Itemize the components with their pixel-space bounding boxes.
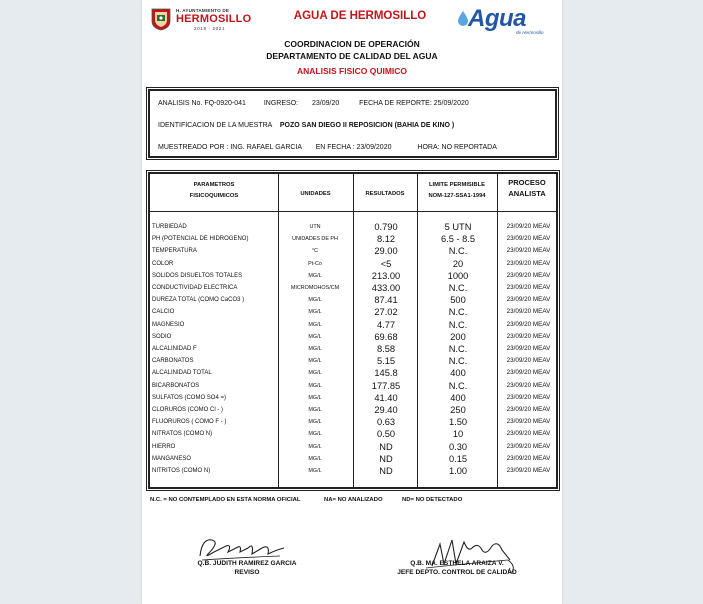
result-cell: 145.8 [374,368,398,379]
limit-cell: 10 [452,429,464,440]
limit-cell: 1.00 [448,466,468,476]
sample-info-box [148,89,557,158]
hour-value: NO REPORTADA [441,144,497,151]
analysis-label: ANALISIS No. [158,100,203,107]
hour-label: HORA: [417,144,440,151]
header-limit [417,180,497,202]
table-row [150,428,556,440]
limit-cell: N.C. [448,380,468,391]
unit-cell: MG/L [308,419,322,426]
parameter-cell: TEMPERATURA [152,248,197,255]
result-cell: <5 [380,258,392,269]
sample-date-value: 23/09/2020 [356,144,392,151]
sample-date-label: EN FECHA : [315,144,355,151]
table-row [150,270,556,282]
table-row [150,343,556,355]
unit-cell: MG/L [308,455,322,462]
report-date-label: FECHA DE REPORTE: [359,100,432,107]
table-row [150,319,556,331]
table-row [150,233,556,245]
parameter-cell: NITRATOS (COMO N) [152,431,213,438]
limit-cell: 400 [450,392,466,403]
parameter-cell: MANGANESO [152,455,192,462]
unit-cell: MG/L [308,346,322,352]
signer-right-name: Q.B. MA. ESTHELA ARAIZA V. [410,560,504,567]
result-cell: 0.50 [376,429,396,440]
parameter-cell: FLUORUROS ( COMO F - ) [152,419,227,426]
municipality-logo [150,6,262,34]
result-cell: 41.40 [374,392,398,403]
table-row [150,331,556,343]
ingreso-label: INGRESO: [263,100,299,107]
result-cell: 5.15 [376,356,396,367]
unit-cell: MG/L [308,321,322,328]
result-cell: 8.12 [376,234,396,245]
parameter-cell: BICARBONATOS [152,382,200,389]
municipality-years: 2018 · 2021 [194,26,226,31]
header-parameters [150,180,278,202]
process-cell: 23/09/20 MEAV [506,418,551,426]
process-cell: 23/09/20 MEAV [506,393,551,401]
parameter-cell: CLORUROS (COMO Cl - ) [152,407,223,413]
limit-cell: 6.5 - 8.5 [440,234,476,245]
table-row [150,453,556,465]
result-cell: ND [379,466,393,476]
limit-cell: 20 [452,258,464,269]
header-limit-line1: LIMITE PERMISIBLE [428,182,486,188]
table-row [150,258,556,270]
limit-cell: 0.15 [448,453,468,464]
unit-cell: MG/L [308,358,322,365]
table-row [150,404,556,416]
parameter-cell: SODIO [152,333,172,340]
unit-cell: MG/L [308,394,322,401]
parameter-cell: MAGNESIO [152,321,185,328]
process-cell: 23/09/20 MEAV [506,357,551,365]
table-row [150,221,556,233]
limit-cell: N.C. [448,319,468,330]
parameter-cell: PH (POTENCIAL DE HIDROGENO) [152,236,249,243]
process-cell: 23/09/20 MEAV [506,345,551,352]
table-row [150,380,556,392]
footnote-nd: ND= NO DETECTADO [402,497,463,503]
report-date-value: 25/09/2020 [433,100,469,107]
header-results: RESULTADOS [365,191,405,197]
unit-cell: Pt-Co [308,260,322,267]
unit-cell: MG/L [308,297,322,304]
limit-cell: 250 [450,405,466,415]
process-cell: 23/09/20 MEAV [506,308,551,316]
unit-cell: MG/L [308,272,322,279]
process-cell: 23/09/20 MEAV [506,430,551,438]
limit-cell: N.C. [448,307,468,318]
signature-right [412,530,522,574]
limit-cell: N.C. [448,356,468,367]
table-row [150,416,556,428]
unit-cell: MG/L [308,333,322,340]
process-cell: 23/09/20 MEAV [506,296,551,304]
unit-cell: MG/L [308,309,322,316]
parameter-cell: CARBONATOS [152,358,194,365]
footnote-na: NA= NO ANALIZADO [324,497,383,503]
table-row [150,465,556,477]
brand-logo-text: Agua [468,5,526,32]
signer-left-name: Q.B. JUDITH RAMIREZ GARCIA [197,560,297,567]
ingreso-value: 23/09/20 [312,100,340,107]
table-row [150,282,556,294]
process-cell: 23/09/20 MEAV [506,467,551,474]
limit-cell: N.C. [448,344,468,354]
brand-logo-sub: de Hermosillo [516,30,544,35]
unit-cell: MG/L [308,443,322,450]
crest-icon [150,7,172,31]
header-process-line1: PROCESO [508,178,546,187]
result-cell: 29.00 [374,246,398,257]
header-process [497,178,557,200]
table-row [150,441,556,453]
process-cell: 23/09/20 MEAV [506,369,551,377]
parameter-cell: CONDUCTIVIDAD ELECTRICA [152,285,238,291]
result-cell: 4.77 [376,319,396,330]
sample-value: POZO SAN DIEGO II REPOSICION (BAHIA DE KINO ) [279,122,455,129]
subtitle-coordination: COORDINACION DE OPERACIÓN [284,39,420,49]
unit-cell: MG/L [308,382,322,389]
table-row [150,294,556,306]
subtitle-analysis: ANALISIS FISICO QUIMICO [296,66,408,76]
result-cell: 0.790 [374,222,398,232]
unit-cell: MG/L [308,431,322,438]
process-cell: 23/09/20 MEAV [506,271,551,279]
parameter-cell: NITRITOS (COMO N) [152,468,211,474]
process-cell: 23/09/20 MEAV [506,223,551,230]
result-cell: 213.00 [371,270,401,281]
result-cell: 29.40 [374,405,398,415]
municipality-line: H. AYUNTAMIENTO DE [176,8,230,13]
parameter-cell: COLOR [152,260,174,267]
subtitle-department: DEPARTAMENTO DE CALIDAD DEL AGUA [266,51,438,61]
limit-cell: 500 [450,295,466,306]
municipality-name: HERMOSILLO [176,13,252,25]
page-title: AGUA DE HERMOSILLO [293,10,427,22]
process-cell: 23/09/20 MEAV [506,381,551,389]
table-row [150,355,556,367]
unit-cell: MG/L [308,407,322,413]
info-row-sampling [158,144,497,151]
process-cell: 23/09/20 MEAV [506,247,551,255]
parameter-cell: CALCIO [152,309,175,316]
header-process-line2: ANALISTA [508,188,546,198]
unit-cell: °C [311,248,319,255]
results-table [148,172,558,489]
limit-cell: 1000 [447,270,469,281]
table-row [150,367,556,379]
result-cell: ND [379,453,393,464]
sampled-by-value: ING. RAFAEL GARCIA [230,144,302,151]
info-row-sample [158,122,454,129]
result-cell: 433.00 [371,283,401,293]
unit-cell: MG/L [308,370,322,377]
result-cell: 0.63 [376,417,396,428]
sample-label: IDENTIFICACION DE LA MUESTRA [158,122,272,129]
analysis-value: FQ-0920-041 [204,100,246,107]
unit-cell: UNIDADES DE PH [292,236,338,243]
parameter-cell: HIERRO [152,443,176,450]
parameter-cell: DUREZA TOTAL (COMO CaCO3 ) [152,297,245,304]
process-cell: 23/09/20 MEAV [506,332,551,340]
parameter-cell: SOLIDOS DISUELTOS TOTALES [152,272,243,279]
header-divider [150,211,556,212]
limit-cell: 1.50 [448,417,468,428]
process-cell: 23/09/20 MEAV [506,259,551,267]
limit-cell: N.C. [448,246,468,257]
header-units: UNIDADES [300,191,331,197]
process-cell: 23/09/20 MEAV [506,406,551,413]
process-cell: 23/09/20 MEAV [506,284,551,291]
parameter-cell: SULFATOS (COMO SO4 =) [152,394,226,401]
limit-cell: 5 UTN [444,222,472,232]
result-cell: 69.68 [374,331,398,342]
sampled-by-label: MUESTREADO POR : [158,144,229,151]
table-row [150,306,556,318]
process-cell: 23/09/20 MEAV [506,320,551,328]
table-row [150,392,556,404]
result-cell: ND [379,441,393,452]
report-sheet [142,0,562,604]
result-cell: 8.58 [376,344,396,354]
unit-cell: UTN [309,224,321,230]
parameter-cell: ALCALINIDAD TOTAL [152,370,212,377]
process-cell: 23/09/20 MEAV [506,442,551,450]
table-row [150,245,556,257]
process-cell: 23/09/20 MEAV [506,235,551,243]
unit-cell: MG/L [308,468,322,474]
result-cell: 177.85 [371,380,401,391]
result-cell: 87.41 [374,295,398,306]
parameter-cell: TURBIEDAD [152,224,187,230]
process-cell: 23/09/20 MEAV [506,454,551,462]
header-limit-line2: NOM-127-SSA1-1994 [428,193,486,199]
header-param-line2: FISICOQUIMICOS [189,193,239,199]
limit-cell: 0.30 [448,441,468,452]
signer-left-role: REVISO [234,569,260,576]
brand-logo [454,4,554,38]
parameter-cell: ALCALINIDAD F [152,346,197,352]
header-param-line1: PARAMETROS [193,182,235,188]
limit-cell: 200 [450,331,466,342]
signer-right-role: JEFE DEPTO. CONTROL DE CALIDAD [397,569,517,576]
info-row-analysis [158,100,469,107]
unit-cell: MICROMOHOS/CM [290,285,340,291]
limit-cell: 400 [450,368,466,379]
result-cell: 27.02 [374,307,398,318]
footnote-nc: N.C. = NO CONTEMPLADO EN ESTA NORMA OFICIAL [150,497,301,503]
limit-cell: N.C. [448,283,468,293]
